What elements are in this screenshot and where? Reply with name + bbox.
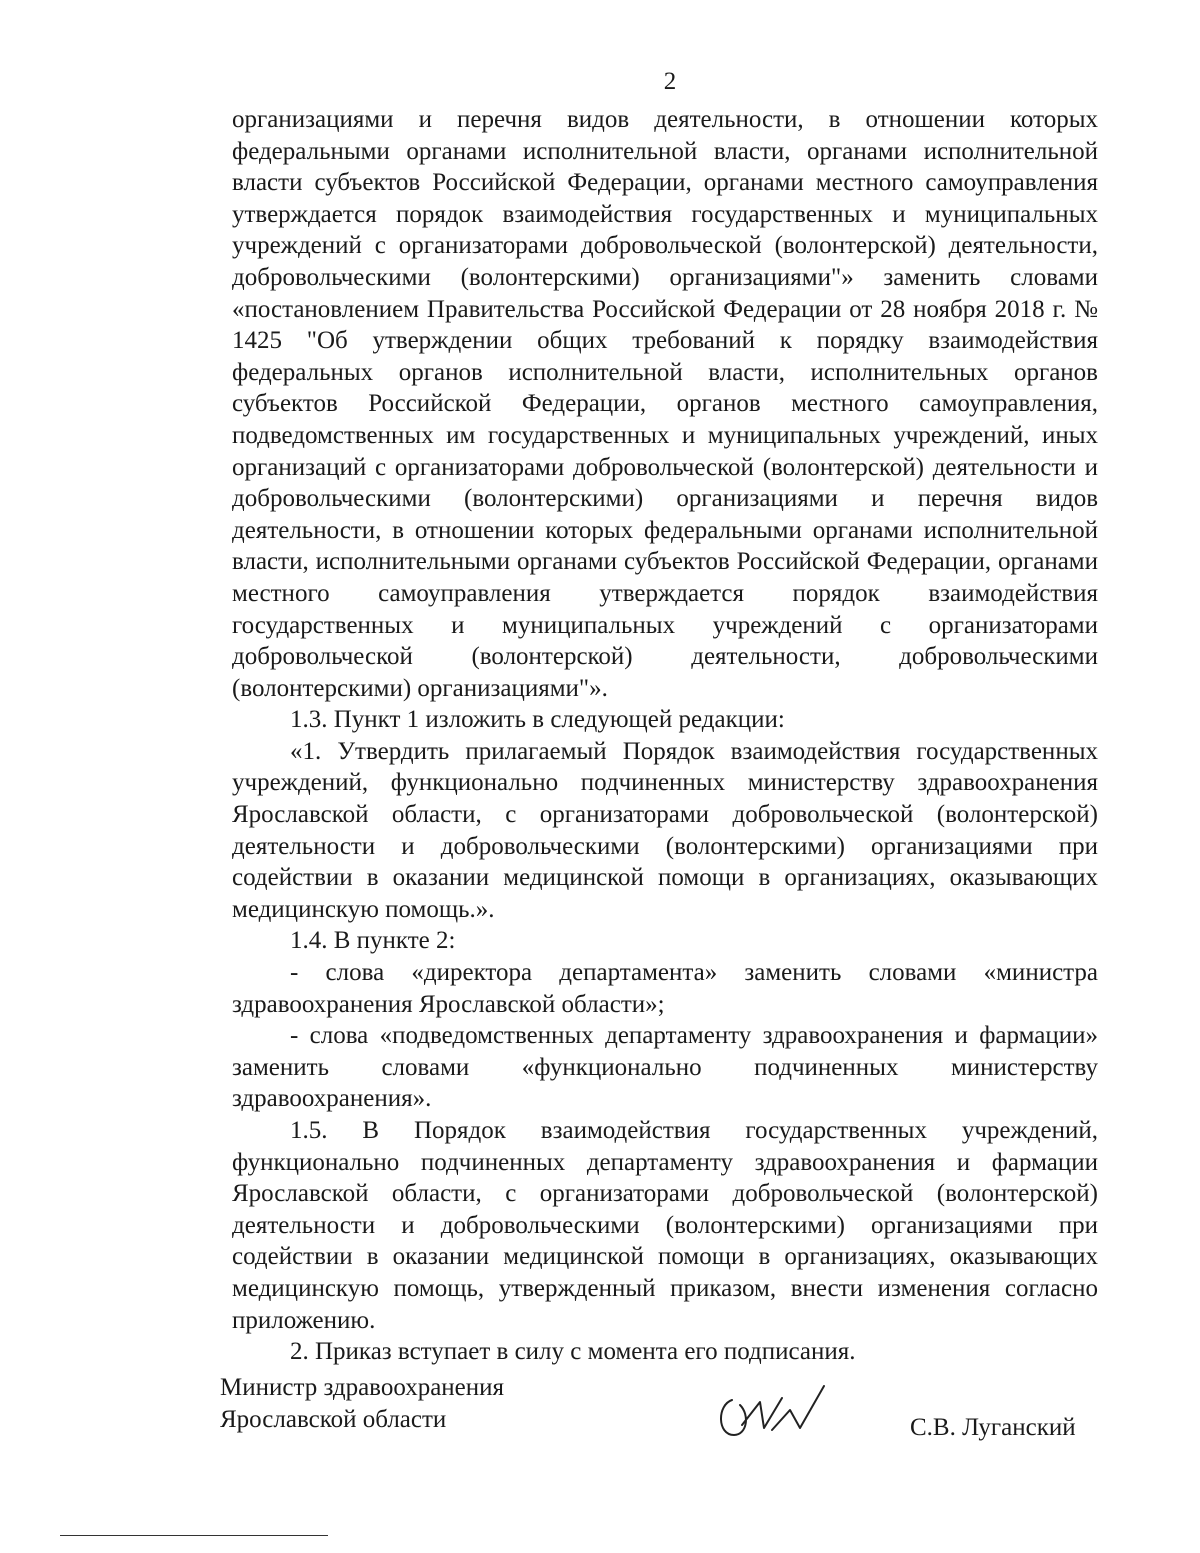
footer-divider <box>60 1535 328 1536</box>
document-body <box>232 104 1098 1368</box>
paragraph-1-3: 1.3. Пункт 1 изложить в следующей редакции: <box>290 706 785 734</box>
paragraph-quote-1: «1. Утвердить прилагаемый Порядок взаимодействия государственных учреждений, функционально подчиненных министерству здравоохранения Ярославской области, с организаторами добровольческой (волонтерской) деятельности и добровольческими (волонтерскими) организациями при содействии в оказании медицинской помощи в организациях, оказывающих медицинскую помощь.». <box>232 737 1098 923</box>
paragraph-continuation: организациями и перечня видов деятельности, в отношении которых федеральными органами исполнительной власти, органами исполнительной власти субъектов Российской Федерации, органами местного самоуправления утверждается порядок взаимодействия государственных и муниципальных учреждений с организаторами добровольческой (волонтерской) деятельности, добровольческими (волонтерскими) организациями"» заменить словами «постановлением Правительства Российской Федерации от 28 ноября 2018 г. № 1425 "Об утверждении общих требований к порядку взаимодействия федеральных органов исполнительной власти, исполнительных органов субъектов Российской Федерации, органов местного самоуправления, подведомственных им государственных и муниципальных учреждений, иных организаций с организаторами добровольческой (волонтерской) деятельности и добровольческими (волонтерскими) организациями и перечня видов деятельности, в отношении которых федеральными органами исполнительной власти, исполнительными органами субъектов Российской Федерации, органами местного самоуправления утверждается порядок взаимодействия государственных и муниципальных учреждений с организаторами добровольческой (волонтерской) деятельности, добровольческими (волонтерскими) организациями"». <box>232 106 1098 702</box>
signatory-title-line-1: Министр здравоохранения <box>220 1374 505 1401</box>
paragraph-1-4-item-2: - слова «подведомственных департаменту здравоохранения и фармации» заменить словами «функционально подчиненных министерству здравоохранения». <box>232 1022 1098 1113</box>
paragraph-2: 2. Приказ вступает в силу с момента его подписания. <box>290 1338 856 1366</box>
paragraph-1-4: 1.4. В пункте 2: <box>290 927 456 955</box>
handwritten-signature <box>712 1380 832 1450</box>
paragraph-1-4-item-1: - слова «директора департамента» заменить словами «министра здравоохранения Ярославской области»; <box>232 959 1098 1018</box>
signatory-title-line-2: Ярославской области <box>220 1406 447 1433</box>
signatory-name: С.В. Луганский <box>910 1414 1076 1441</box>
signatory-title <box>220 1372 504 1436</box>
paragraph-1-5: 1.5. В Порядок взаимодействия государственных учреждений, функционально подчиненных департаменту здравоохранения и фармации Ярославской области, с организаторами добровольческой (волонтерской) деятельности и добровольческими (волонтерскими) организациями при содействии в оказании медицинской помощи в организациях, оказывающих медицинскую помощь, утвержденный приказом, внести изменения согласно приложению. <box>232 1117 1098 1334</box>
page-number: 2 <box>663 68 677 95</box>
